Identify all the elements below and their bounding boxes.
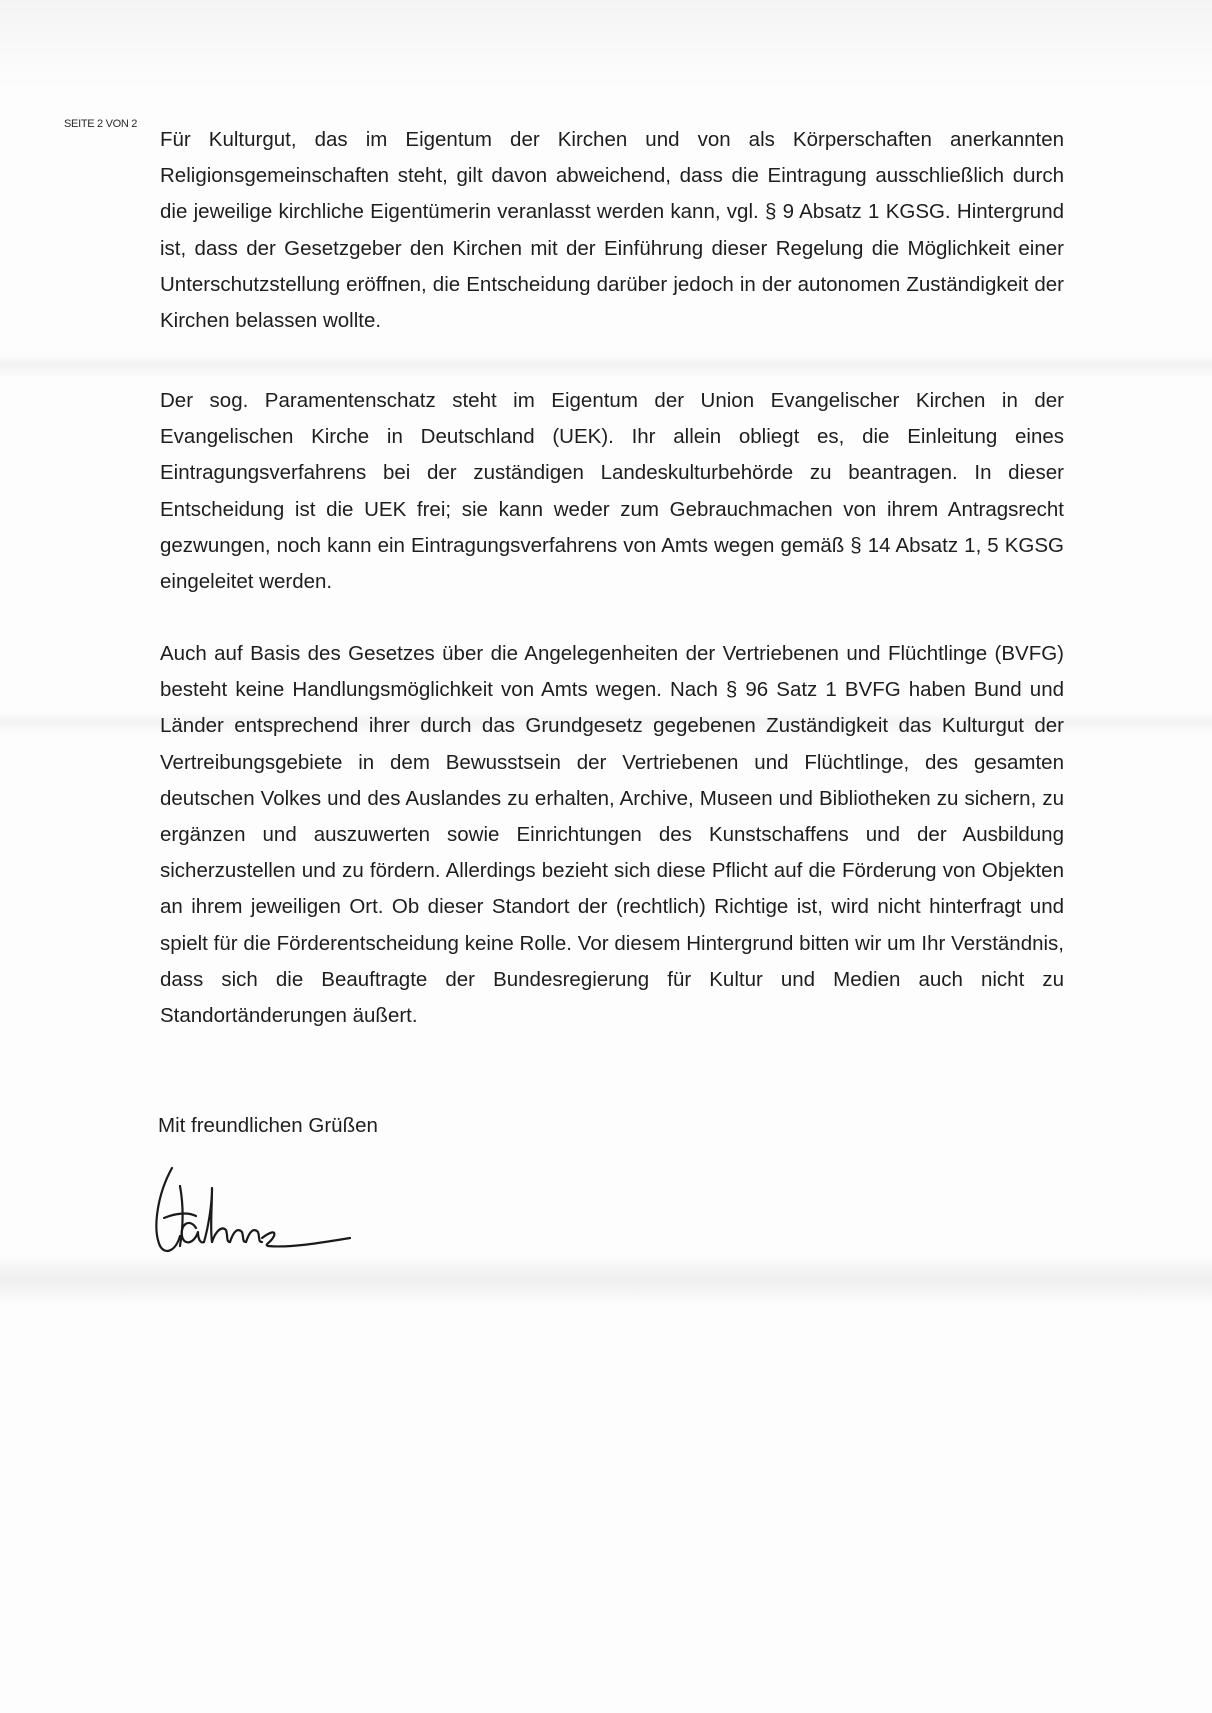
paragraph-text: Für Kulturgut, das im Eigentum der Kirchen und von als Körperschaften anerkannten Religionsgemeinschaften steht, gilt davon abweichend, dass die Eintragung ausschließlich durch die jeweilige kirchliche Eigentümerin veranlasst werden kann, vgl. § 9 Absatz 1 KGSG. Hintergrund ist, dass der Gesetzgeber den Kirchen mit der Einführung dieser Regelung die Möglichkeit einer Unterschutzstellung eröffnen, die Entscheidung darüber jedoch in der autonomen Zuständigkeit der Kirchen belassen wollte.	[160, 128, 1064, 333]
paragraph-text: Der sog. Paramentenschatz steht im Eigentum der Union Evangelischer Kirchen in der Evangelischen Kirche in Deutschland (UEK). Ihr allein obliegt es, die Einleitung eines Eintragungsverfahrens bei der zuständigen Landeskulturbehörde zu beantragen. In dieser Entscheidung ist die UEK frei; sie kann weder zum Gebrauchmachen von ihrem Antragsrecht gezwungen, noch kann ein Eintragungsverfahrens von Amts wegen gemäß § 14 Absatz 1, 5 KGSG eingeleitet werden.	[160, 389, 1064, 594]
paragraph-text: Auch auf Basis des Gesetzes über die Angelegenheiten der Vertriebenen und Flüchtlinge (BVFG) besteht keine Handlungsmöglichkeit von Amts wegen. Nach § 96 Satz 1 BVFG haben Bund und Länder entsprechend ihrer durch das Grundgesetz gegebenen Zuständigkeit das Kulturgut der Vertreibungsgebiete in dem Bewusstsein der Vertriebenen und Flüchtlinge, des gesamten deutschen Volkes und des Auslandes zu erhalten, Archive, Museen und Bibliotheken zu sichern, zu ergänzen und auszuwerten sowie Einrichtungen des Kunstschaffens und der Ausbildung sicherzustellen und zu fördern. Allerdings bezieht sich diese Pflicht auf die Förderung von Objekten an ihrem jeweiligen Ort. Ob dieser Standort der (rechtlich) Richtige ist, wird nicht hinterfragt und spielt für die Förderentscheidung keine Rolle. Vor diesem Hintergrund bitten wir um Ihr Verständnis, dass sich die Beauftragte der Bundesregierung für Kultur und Medien auch nicht zu Standortänderungen äußert.	[160, 642, 1064, 1028]
paragraph-paramentenschatz	[160, 383, 1064, 600]
closing-salutation: Mit freundlichen Grüßen	[158, 1114, 378, 1137]
paragraph-church-property	[160, 122, 1064, 339]
page-number-label: SEITE 2 VON 2	[64, 118, 138, 130]
paragraph-bvfg	[160, 636, 1064, 1034]
signature-image	[150, 1158, 360, 1263]
